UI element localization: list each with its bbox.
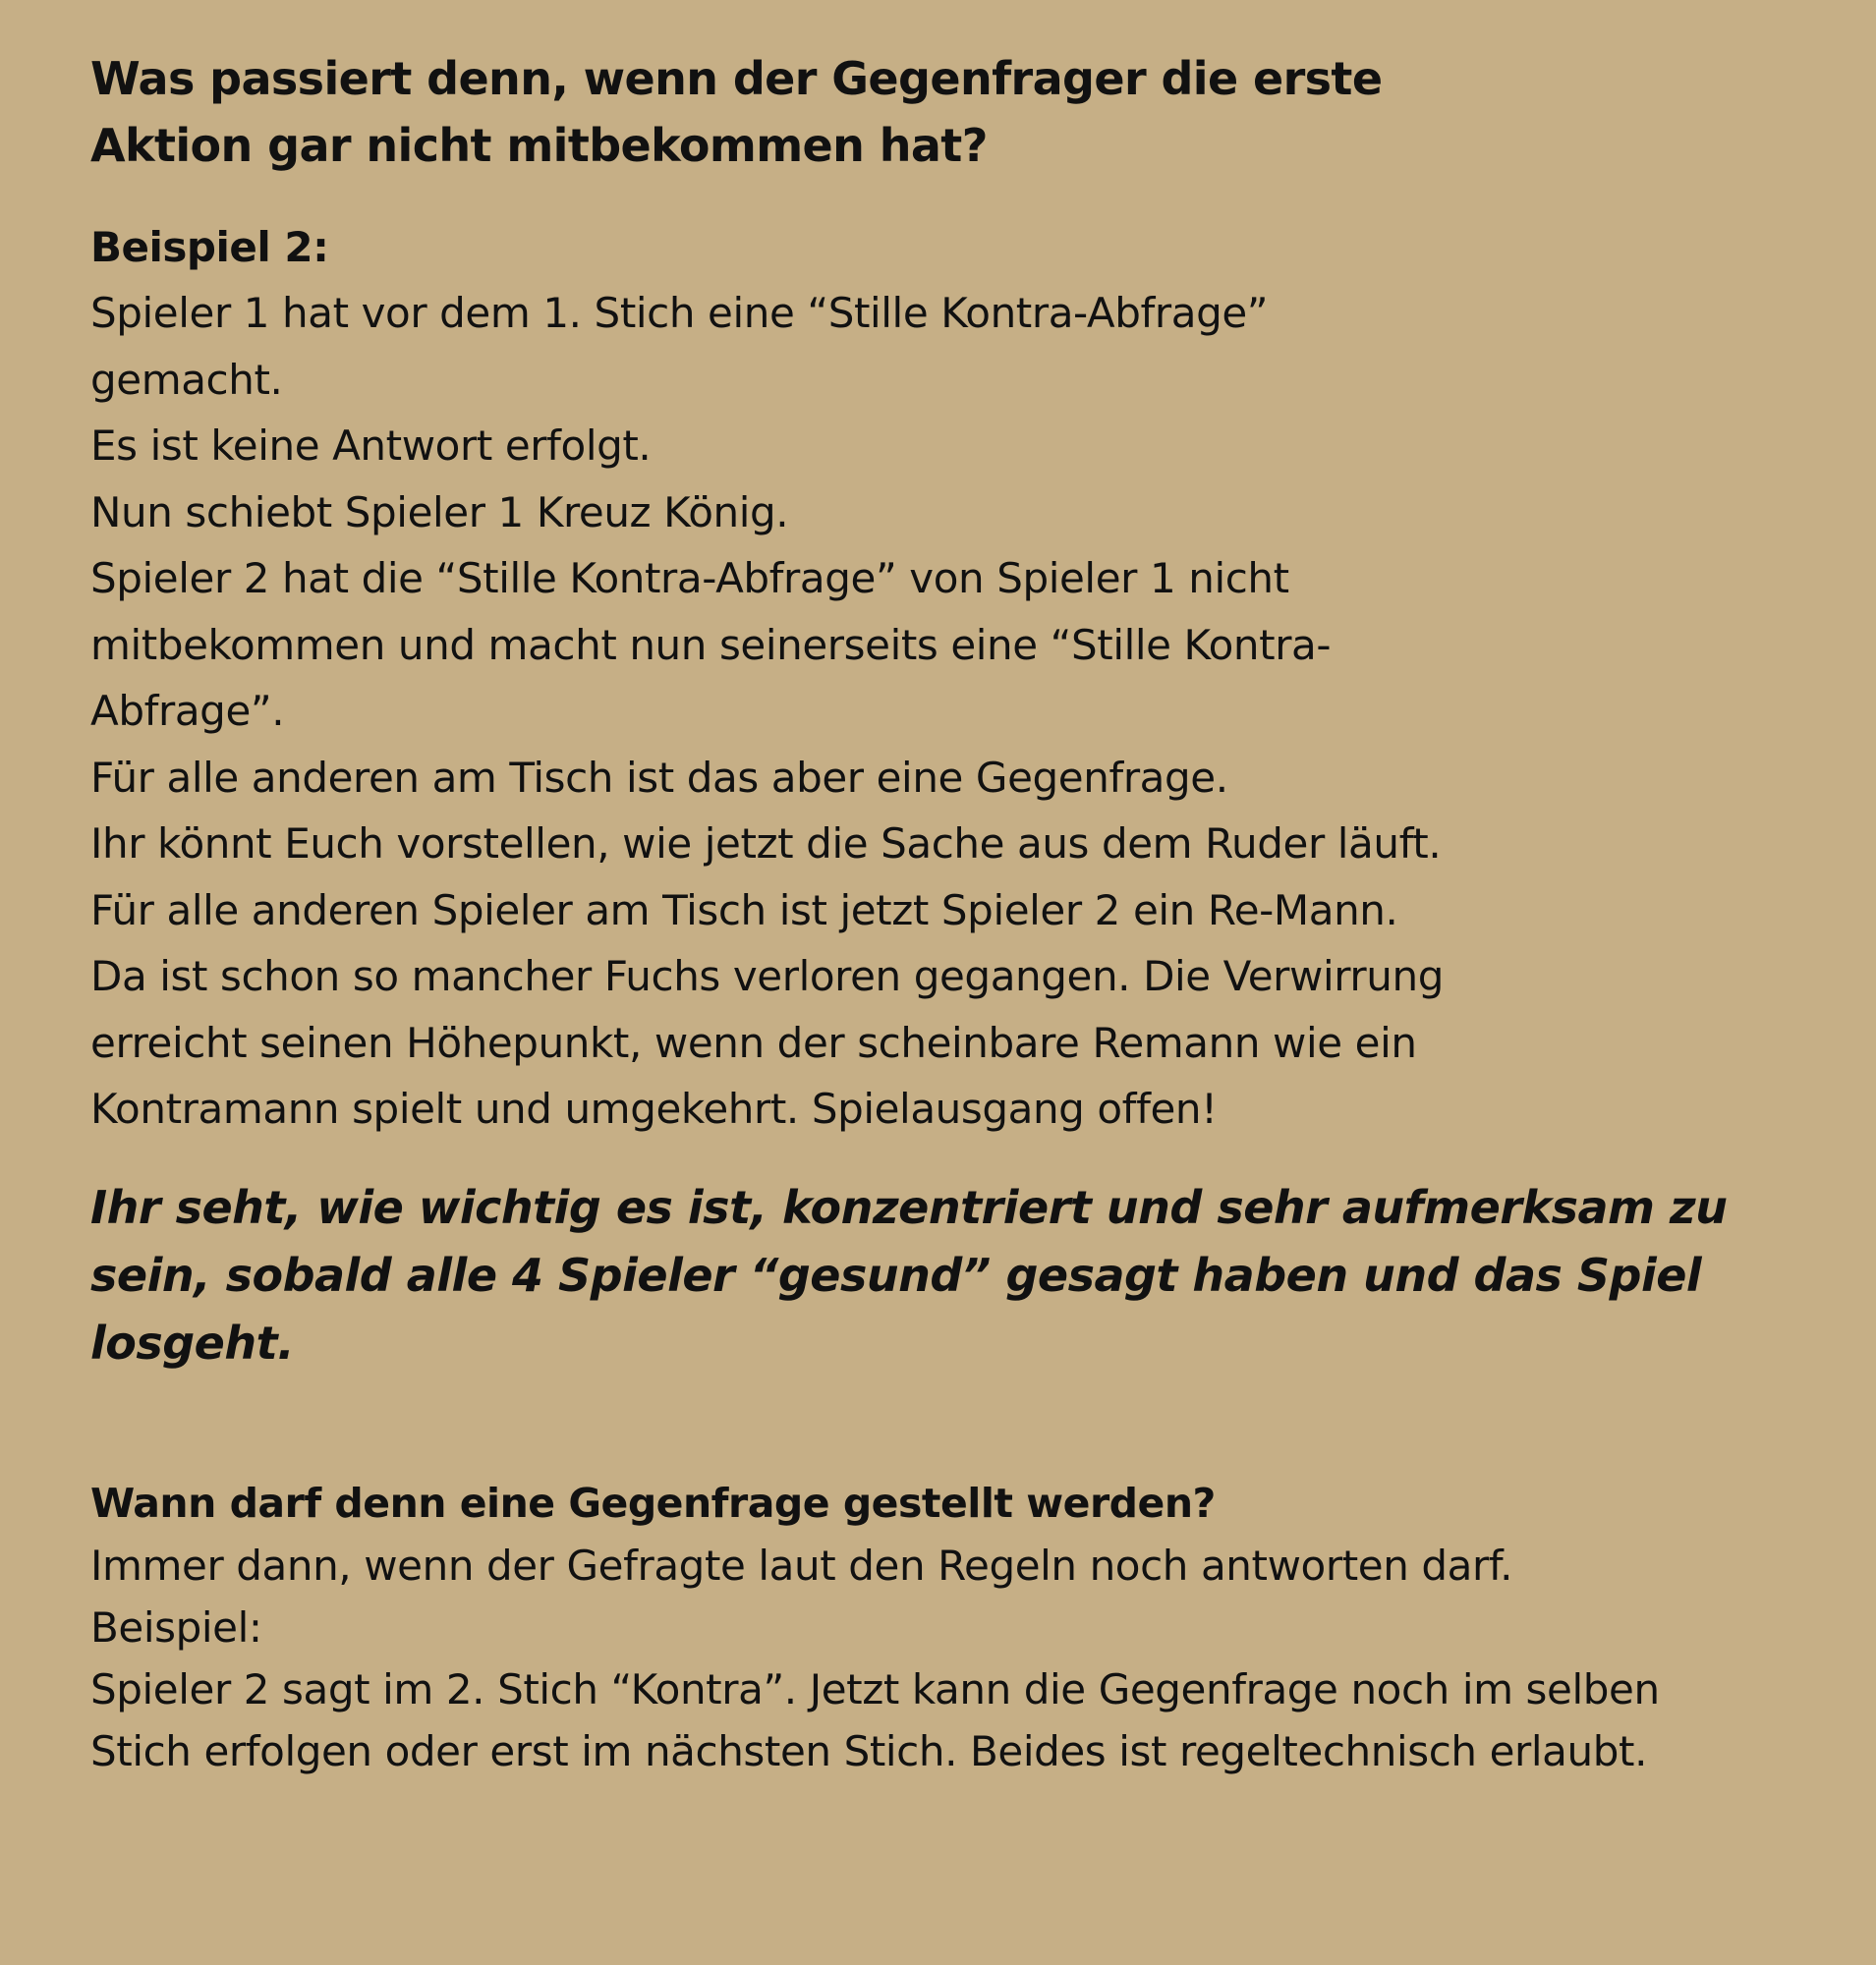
heading-line: Was passiert denn, wenn der Gegenfrager die erste bbox=[90, 52, 1383, 105]
example-line: Spieler 2 hat die “Stille Kontra-Abfrage” von Spieler 1 nicht bbox=[90, 554, 1289, 602]
body-line: Beispiel: bbox=[90, 1603, 262, 1652]
example-line: Da ist schon so mancher Fuchs verloren gegangen. Die Verwirrung bbox=[90, 952, 1444, 1000]
example-line: Es ist keine Antwort erfolgt. bbox=[90, 421, 652, 470]
emphasis-line: losgeht. bbox=[90, 1317, 295, 1370]
example-line: Kontramann spielt und umgekehrt. Spielausgang offen! bbox=[90, 1085, 1218, 1133]
example-line: erreicht seinen Höhepunkt, wenn der scheinbare Remann wie ein bbox=[90, 1018, 1417, 1067]
heading-line: Aktion gar nicht mitbekommen hat? bbox=[90, 119, 988, 172]
emphasis-line: Ihr seht, wie wichtig es ist, konzentriert und sehr aufmerksam zu bbox=[90, 1181, 1728, 1234]
example-line: Spieler 1 hat vor dem 1. Stich eine “Stille Kontra-Abfrage” bbox=[90, 289, 1269, 337]
example-line: Für alle anderen am Tisch ist das aber eine Gegenfrage. bbox=[90, 753, 1228, 802]
example-line: Ihr könnt Euch vorstellen, wie jetzt die Sache aus dem Ruder läuft. bbox=[90, 819, 1442, 868]
example-line: Nun schiebt Spieler 1 Kreuz König. bbox=[90, 487, 789, 536]
body-line: Stich erfolgen oder erst im nächsten Stich. Beides ist regeltechnisch erlaubt. bbox=[90, 1727, 1648, 1775]
example-text bbox=[90, 280, 1444, 1143]
example-line: Für alle anderen Spieler am Tisch ist jetzt Spieler 2 ein Re-Mann. bbox=[90, 885, 1398, 934]
section-2-heading-text: Wann darf denn eine Gegenfrage gestellt werden? bbox=[90, 1480, 1216, 1527]
body-line: Spieler 2 sagt im 2. Stich “Kontra”. Jetzt kann die Gegenfrage noch im selben bbox=[90, 1665, 1660, 1713]
example-line: gemacht. bbox=[90, 355, 283, 404]
section-1-heading bbox=[90, 45, 1382, 179]
section-2-body bbox=[90, 1535, 1660, 1782]
example-block bbox=[90, 214, 1444, 1143]
example-line: mitbekommen und macht nun seinerseits eine “Stille Kontra- bbox=[90, 620, 1332, 669]
example-line: Abfrage”. bbox=[90, 687, 285, 735]
example-label: Beispiel 2: bbox=[90, 223, 329, 271]
section-2-heading bbox=[90, 1472, 1216, 1535]
body-line: Immer dann, wenn der Gefragte laut den Regeln noch antworten darf. bbox=[90, 1542, 1513, 1590]
emphasis-paragraph bbox=[90, 1174, 1727, 1377]
emphasis-line: sein, sobald alle 4 Spieler “gesund” gesagt haben und das Spiel bbox=[90, 1249, 1702, 1302]
